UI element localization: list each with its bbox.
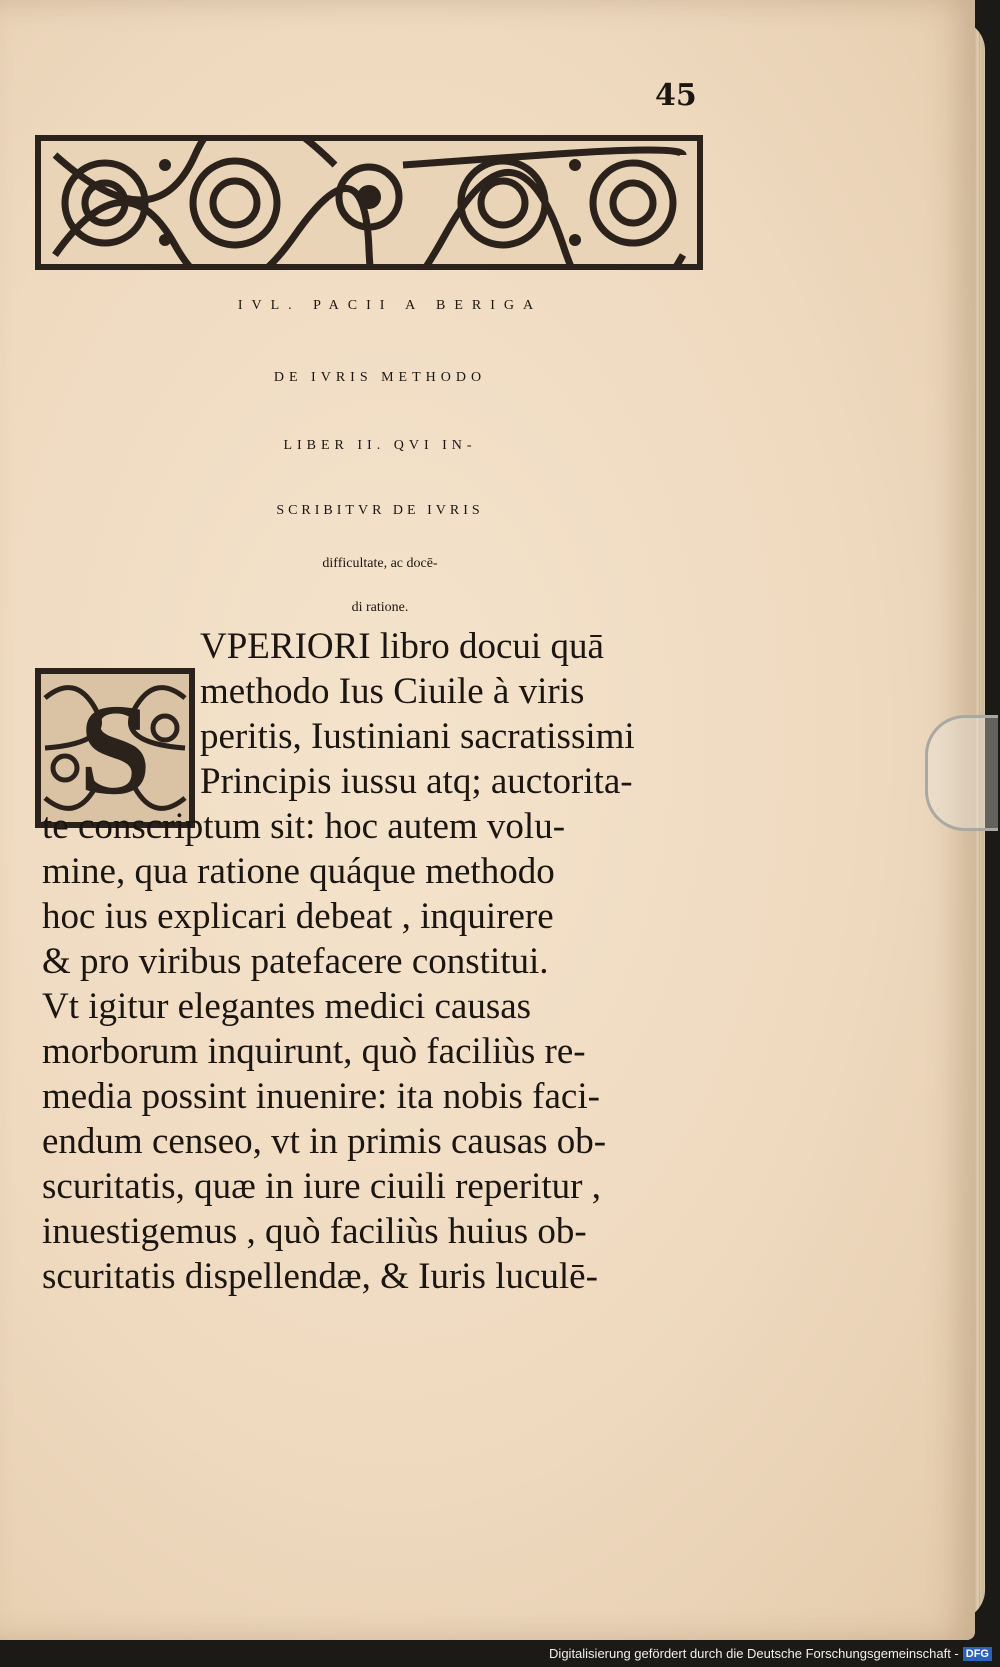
body-line: te conscriptum sit: hoc autem volu- [42, 806, 566, 847]
title-line-subtitle: SCRIBITVR DE IVRIS [276, 503, 484, 518]
page-clip [925, 715, 998, 831]
body-line: hoc ius explicari debeat , inquirere [42, 896, 554, 937]
title-line-subject: difficultate, ac docē- [322, 556, 438, 571]
initial-letter: S [78, 678, 152, 822]
body-line: VPERIORI libro docui quā [200, 626, 604, 667]
dfg-logo: DFG [963, 1647, 992, 1661]
title-line-subject-end: di ratione. [351, 600, 409, 615]
footer-text: Digitalisierung gefördert durch die Deutsche Forschungsgemeinschaft - [549, 1646, 959, 1661]
body-line: Principis iussu atq; auctorita- [200, 761, 633, 802]
body-line: & pro viribus patefacere constitui. [42, 941, 549, 982]
digitization-credit [549, 1646, 992, 1661]
body-line: scuritatis dispellendæ, & Iuris luculē- [42, 1256, 598, 1297]
body-line: Vt igitur elegantes medici causas [42, 986, 532, 1027]
title-line-book: LIBER II. QVI IN- [283, 438, 477, 453]
page-number: 45 [655, 78, 697, 113]
body-line: morborum inquirunt, quò faciliùs re- [42, 1031, 586, 1072]
decorated-initial [35, 668, 195, 828]
title-line-author: IVL. PACII A BERIGA [237, 298, 543, 313]
body-line: endum censeo, vt in primis causas ob- [42, 1121, 607, 1162]
body-line: methodo Ius Ciuile à viris [200, 671, 585, 712]
body-line: mine, qua ratione quáque methodo [42, 851, 555, 892]
ornamental-headpiece [35, 135, 703, 270]
body-line: scuritatis, quæ in iure ciuili reperitur , [42, 1166, 601, 1207]
title-line-work: DE IVRIS METHODO [273, 370, 487, 385]
body-line: media possint inuenire: ita nobis faci- [42, 1076, 600, 1117]
body-line: inuestigemus , quò faciliùs huius ob- [42, 1211, 587, 1252]
body-line: peritis, Iustiniani sacratissimi [200, 716, 635, 757]
